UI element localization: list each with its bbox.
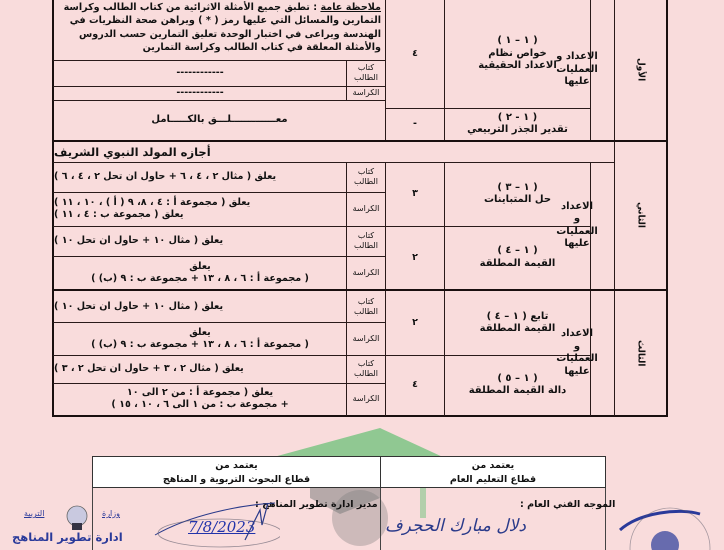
source-label-book	[347, 162, 385, 192]
source-label-text: الكراسة	[352, 267, 380, 277]
periods-cell	[386, 226, 444, 289]
unit-label-line: الاعداد	[560, 328, 594, 339]
source-label-text: كتاب الطالب	[354, 63, 378, 82]
source-label-book	[347, 226, 385, 256]
periods-cell	[386, 108, 444, 140]
source-label-text: الكراسة	[352, 204, 380, 213]
unit-label-line: الاعداد	[560, 200, 594, 212]
table-border-bottom	[52, 415, 668, 417]
lesson-title: خواص نظام الاعداد الحقيقية	[478, 47, 557, 72]
source-label-workbook	[347, 86, 385, 100]
lesson-cell	[445, 162, 590, 226]
source-label-text: كتاب الطالب	[354, 231, 378, 250]
source-label-workbook	[347, 383, 385, 415]
week-label: الأول	[635, 58, 646, 82]
periods-cell	[386, 291, 444, 355]
footer-divider	[605, 488, 606, 550]
footer-divider	[380, 488, 381, 550]
unit-label-line: العمليات	[556, 353, 598, 364]
general-note	[54, 0, 385, 60]
lesson5-book-content	[54, 291, 346, 322]
source-label-workbook	[347, 322, 385, 355]
periods-value: ٢	[412, 317, 418, 329]
week-label: الثالث	[635, 339, 646, 367]
week-cell-2	[614, 142, 666, 289]
unit-label-line: عليها	[564, 76, 590, 88]
periods-cell	[386, 162, 444, 226]
source-label-text: كتاب الطالب	[354, 296, 378, 316]
unit-label-line: العمليات	[556, 63, 598, 75]
lesson1-book-content	[54, 60, 346, 86]
unit-label-line: عليها	[564, 238, 590, 249]
lesson-cell	[445, 108, 590, 140]
lesson-title: تقدير الجذر التربيعي	[467, 124, 568, 135]
lesson4-workbook-content	[54, 256, 346, 289]
lesson-title: القيمة المطلقة	[479, 323, 556, 334]
lesson-code: ( ١ - ٢ )	[497, 111, 538, 123]
lesson-cell	[445, 355, 590, 415]
lesson-cell	[445, 0, 590, 108]
content-text: يعلق ( مجموعة أ : من ٢ الى ١٠	[126, 387, 274, 399]
approval-line: يعتمد من	[215, 460, 258, 471]
emblem-icon	[62, 505, 92, 531]
lesson1-workbook-content	[54, 86, 346, 100]
content-text: يعلق ( مجموعة ب : ٤ ، ١١ )	[54, 209, 184, 220]
source-label-text: الكراسة	[352, 333, 380, 343]
lesson-code: ( ١ – ٣ )	[497, 181, 538, 193]
approval-line: قطاع البحوث التربوية و المناهج	[162, 474, 311, 485]
content-text: + مجموعة ب : من ١ الى ٦ ، ١٠ ، ١٥ )	[111, 399, 289, 410]
lesson2-suspended	[54, 100, 385, 140]
content-text: ( مجموعة أ : ٦ ، ٨ ، ١٣ + مجموعة ب : ٩ (ب) )	[91, 338, 309, 350]
periods-value: -	[413, 118, 417, 130]
lesson3-book-content	[54, 162, 346, 192]
table-border-right	[666, 0, 668, 417]
lesson-code: ( ١ – ٥ )	[497, 372, 538, 384]
lesson-code: ( ١ – ١ )	[497, 35, 538, 47]
general-supervisor-label: الموجه الفني العام :	[520, 499, 616, 510]
content-text: يعلق ( مثال ٢ ، ٣ + حاول ان تحل ٢ ، ٣ )	[54, 363, 244, 374]
source-label-book	[347, 291, 385, 322]
holiday-text: أجازه المولد النبوي الشريف	[54, 144, 211, 159]
content-text: ------------	[176, 87, 224, 99]
signature-name: دلال مبارك الحجرف	[385, 516, 526, 536]
periods-value: ٢	[412, 251, 418, 263]
source-label-book	[347, 60, 385, 86]
content-text: يعلق	[189, 260, 211, 272]
lesson6-book-content	[54, 355, 346, 383]
content-text: معـــــــــــــلـــق بالكـــــامل	[151, 113, 288, 125]
unit-label-line: عليها	[564, 365, 590, 377]
content-text: ( مجموعة أ : ٦ ، ٨ ، ١٣ + مجموعة ب : ٩ (ب) )	[91, 272, 309, 284]
approval-box-research-curricula	[92, 456, 381, 488]
source-label-text: كتاب الطالب	[354, 167, 378, 186]
official-stamp-icon	[610, 500, 724, 550]
content-text: يعلق ( مثال ٢ ، ٤ ، ٦ + حاول ان تحل ٢ ، ٤ ، ٦ )	[54, 171, 277, 182]
source-label-text: الكراسة	[352, 88, 380, 97]
lesson3-workbook-content	[54, 192, 346, 226]
content-text: يعلق	[189, 326, 211, 338]
lesson-cell	[445, 226, 590, 289]
logo-education-text: التربية	[24, 509, 45, 518]
holiday-row	[54, 142, 614, 162]
lesson-title: دالة القيمة المطلقة	[468, 385, 567, 396]
unit-label-line: العمليات	[556, 225, 598, 237]
note-text: : تطبق جميع الأمثلة الاثرائية من كتاب الطالب وكراسة التمارين والمسائل التي عليها رمز ( * ) ويراهن صحة النظريات في الهندسة ويراعى في اختبار الوحدة تعليق التمارين حسب الدروس والأمثلة المعلقة في كتاب الطالب وكراسة التمارين	[63, 2, 381, 54]
content-text: ------------	[176, 67, 224, 79]
lesson-code: ( ١ – ٤ )	[497, 245, 538, 256]
source-label-text: الكراسة	[352, 394, 380, 403]
unit-label-line: و	[573, 213, 581, 224]
source-label-workbook	[347, 256, 385, 289]
logo-dept-text: ادارة تطوير المناهج	[12, 530, 123, 544]
lesson4-book-content	[54, 226, 346, 256]
approval-line: قطاع التعليم العام	[449, 474, 537, 485]
lesson6-workbook-content	[54, 383, 346, 415]
periods-cell	[386, 355, 444, 415]
content-text: يعلق ( مجموعة أ : ٤ ، ٨، ٩ ( أ ) ، ١٠ ، ١١ )	[54, 197, 251, 209]
week-cell-3	[614, 291, 666, 415]
periods-value: ٣	[412, 188, 418, 200]
signature-date: 7/8/2023	[188, 518, 256, 536]
periods-value: ٤	[412, 48, 418, 60]
approval-box-general-education	[380, 456, 606, 488]
row-divider	[385, 108, 445, 109]
content-text: يعلق ( مثال ١٠ + حاول ان تحل ١٠ )	[54, 235, 224, 246]
lesson-title: حل المتباينات	[483, 194, 552, 205]
periods-cell	[386, 0, 444, 108]
content-text: يعلق ( مثال ١٠ + حاول ان تحل ١٠ )	[54, 300, 224, 312]
curricula-director-label: مدير ادارة تطوير المناهج :	[255, 499, 378, 510]
periods-value: ٤	[412, 379, 418, 391]
ministry-logo	[10, 505, 145, 550]
unit-label-line: الاعداد و	[556, 51, 598, 63]
lesson-title: القيمة المطلقة	[479, 257, 556, 269]
week-cell-1	[614, 0, 666, 140]
approval-line: يعتمد من	[471, 460, 515, 471]
note-prefix: ملاحظة عامة	[320, 2, 381, 13]
lesson5-workbook-content	[54, 322, 346, 355]
source-label-book	[347, 355, 385, 383]
source-label-text: كتاب الطالب	[354, 359, 378, 378]
lesson-cell	[445, 291, 590, 355]
lesson-code: تابع ( ١ – ٤ )	[486, 310, 549, 322]
signature-scribble-icon	[150, 495, 280, 550]
source-label-workbook	[347, 192, 385, 226]
week-label: الثاني	[635, 202, 646, 229]
logo-ministry-text: وزارة	[102, 509, 121, 518]
unit-label-line: و	[573, 340, 581, 352]
